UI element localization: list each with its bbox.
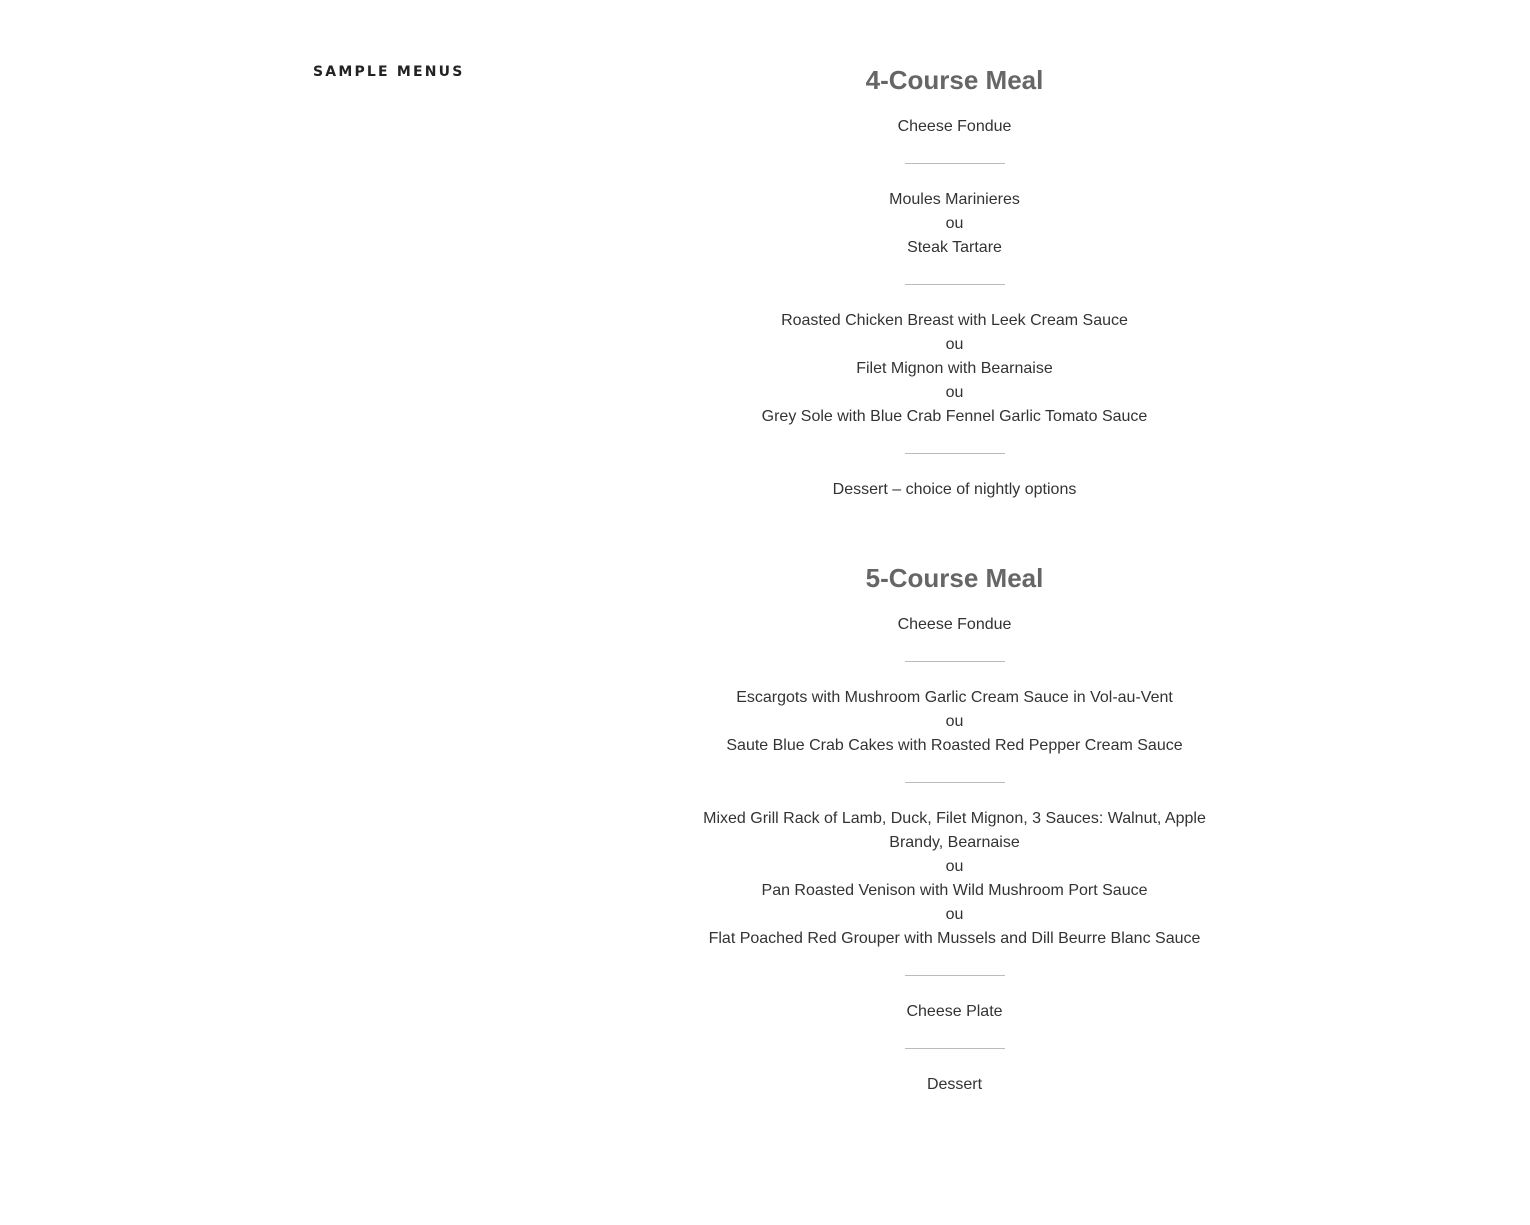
dish: Dessert (926, 1076, 983, 1093)
dish: Flat Poached Red Grouper with Mussels and Dill Beurre Blanc Sauce (708, 930, 1201, 947)
dish: Cheese Plate (906, 1003, 1003, 1020)
or-separator: ou (945, 336, 964, 353)
dish: Cheese Fondue (897, 118, 1012, 135)
course-1 (686, 613, 1223, 637)
dish: Steak Tartare (907, 239, 1002, 256)
course-divider (905, 975, 1005, 976)
course-divider (905, 453, 1005, 454)
dish: Mixed Grill Rack of Lamb, Duck, Filet Mignon, 3 Sauces: Walnut, Apple Brandy, Bearnaise (703, 810, 1206, 851)
course-4 (686, 1000, 1223, 1024)
course-divider (905, 284, 1005, 285)
course-divider (905, 661, 1005, 662)
course-2 (686, 188, 1223, 260)
course-2 (686, 686, 1223, 758)
course-3 (686, 807, 1223, 951)
dish: Dessert – choice of nightly options (832, 481, 1077, 498)
or-separator: ou (945, 215, 964, 232)
dish: Grey Sole with Blue Crab Fennel Garlic Tomato Sauce (761, 408, 1148, 425)
dish: Filet Mignon with Bearnaise (856, 360, 1053, 377)
or-separator: ou (945, 713, 964, 730)
dish: Saute Blue Crab Cakes with Roasted Red Pepper Cream Sauce (726, 737, 1183, 754)
course-list (686, 115, 1223, 502)
menu-heading: 5-Course Meal (865, 563, 1044, 593)
dish: Roasted Chicken Breast with Leek Cream Sauce (781, 312, 1128, 329)
or-separator: ou (945, 384, 964, 401)
menu-content (686, 58, 1223, 1097)
menu-heading: 4-Course Meal (865, 65, 1044, 95)
or-separator: ou (945, 906, 964, 923)
menu-4-course (686, 58, 1223, 502)
course-4 (686, 478, 1223, 502)
course-divider (905, 163, 1005, 164)
dish: Cheese Fondue (897, 616, 1012, 633)
course-5 (686, 1073, 1223, 1097)
dish: Moules Marinieres (889, 191, 1020, 208)
dish: Escargots with Mushroom Garlic Cream Sauce in Vol-au-Vent (736, 689, 1173, 706)
course-divider (905, 782, 1005, 783)
or-separator: ou (945, 858, 964, 875)
menu-5-course (686, 556, 1223, 1097)
course-list (686, 613, 1223, 1097)
course-1 (686, 115, 1223, 139)
course-3 (686, 309, 1223, 429)
dish: Pan Roasted Venison with Wild Mushroom Port Sauce (761, 882, 1148, 899)
course-divider (905, 1048, 1005, 1049)
page-title: SAMPLE MENUS (313, 64, 465, 80)
